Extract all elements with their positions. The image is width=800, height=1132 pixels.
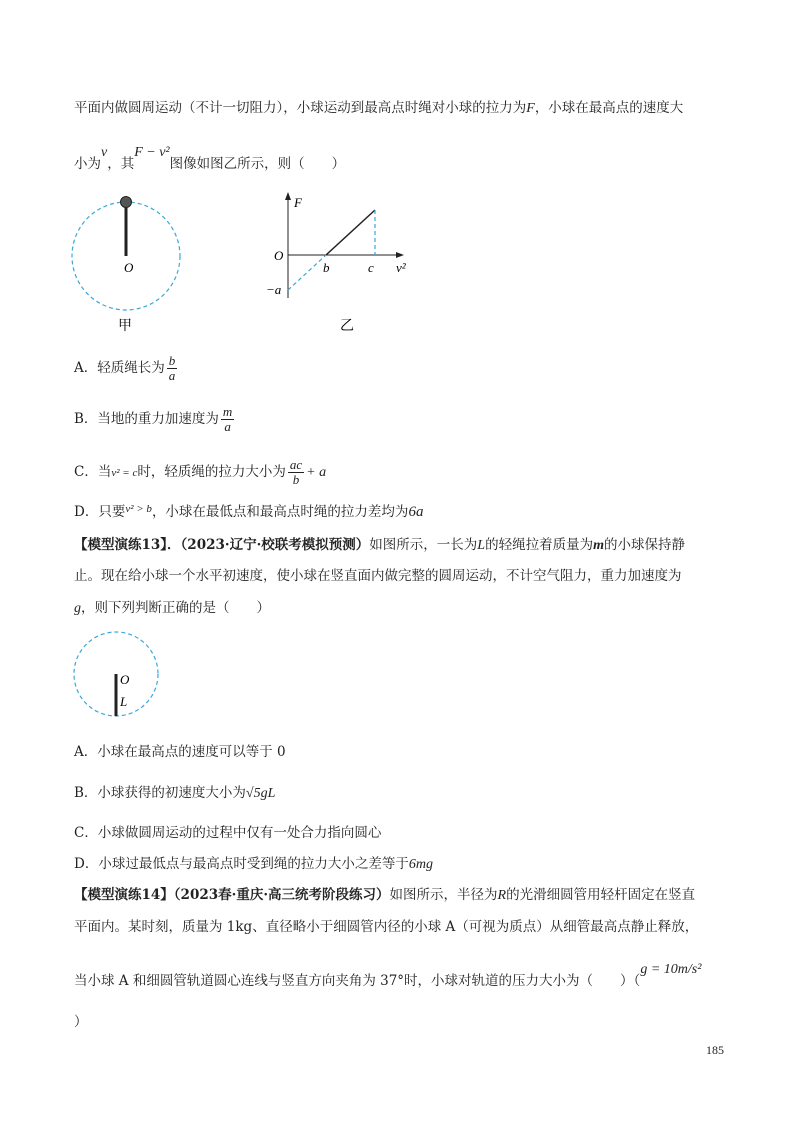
label-neg-a: −a <box>266 282 282 297</box>
q12-option-c: C．当v² = c时，轻质绳的拉力大小为 $\frac{ac}{b}$ + a <box>74 457 327 487</box>
q14-line2: 平面内。某时刻，质量为 1kg、直径略小于细圆管内径的小球 A（可视为质点）从细管最高点静止释放， <box>74 919 699 935</box>
page-number: 185 <box>706 1043 724 1057</box>
x-arrow <box>396 252 404 258</box>
q13-line3: g，则下列判断正确的是（ ） <box>74 600 270 616</box>
label-O: O <box>120 672 130 687</box>
label-F: F <box>294 195 302 210</box>
label-O: O <box>274 248 284 263</box>
q13-option-b: B．小球获得的初速度大小为√5gL <box>74 785 276 801</box>
figure-jia <box>66 190 196 335</box>
q14-line1: 【模型演练14】（2023春·重庆·高三统考阶段练习）如图所示，半径为R的光滑细圆管用轻杆固定在竖直 <box>74 887 696 903</box>
q12-option-d: D．只要$^{v^2 > b}$，小球在最低点和最高点时绳的拉力差均为6a <box>74 503 424 520</box>
q12-option-b: B．当地的重力加速度为 $\frac{m}{a}$ <box>74 404 233 434</box>
center-label: O <box>124 260 134 275</box>
q13-line2: 止。现在给小球一个水平初速度，使小球在竖直面内做完整的圆周运动，不计空气阻力，重力加速度为 <box>74 568 682 584</box>
label-b: b <box>323 260 330 275</box>
q12-line2: 小为v，其F − v²图像如图乙所示，则（ ） <box>74 145 346 172</box>
graph-line <box>326 210 375 255</box>
figure-yi <box>258 190 428 335</box>
label-L: L <box>120 694 128 709</box>
q13-option-d: D．小球过最低点与最高点时受到绳的拉力大小之差等于6mg <box>74 856 433 872</box>
graph-extension-dashed <box>288 255 326 290</box>
q13-line1: 【模型演练13】．（2023·辽宁·校联考模拟预测）如图所示，一长为L的轻绳拉着质量为m的小球保持静 <box>74 537 685 553</box>
label-v2: v² <box>396 260 406 275</box>
q14-line3: 当小球 A 和细圆管轨道圆心连线与竖直方向夹角为 37°时，小球对轨道的压力大小为（ ）（g = 10m/s² <box>74 962 702 989</box>
q13-option-c: C．小球做圆周运动的过程中仅有一处合力指向圆心 <box>74 825 382 841</box>
label-c: c <box>368 260 374 275</box>
caption-jia: 甲 <box>118 319 132 334</box>
caption-yi: 乙 <box>340 319 354 334</box>
figure-q13 <box>70 628 165 723</box>
q12-line1: 平面内做圆周运动（不计一切阻力），小球运动到最高点时绳对小球的拉力为F，小球在最高点的速度大 <box>74 100 684 116</box>
q13-option-a: A．小球在最高点的速度可以等于 0 <box>74 744 286 760</box>
ball <box>121 197 132 208</box>
q12-option-a: A．轻质绳长为 $\frac{b}{a}$ <box>74 353 176 383</box>
q14-line4: ） <box>74 1014 88 1030</box>
y-arrow <box>285 192 291 200</box>
